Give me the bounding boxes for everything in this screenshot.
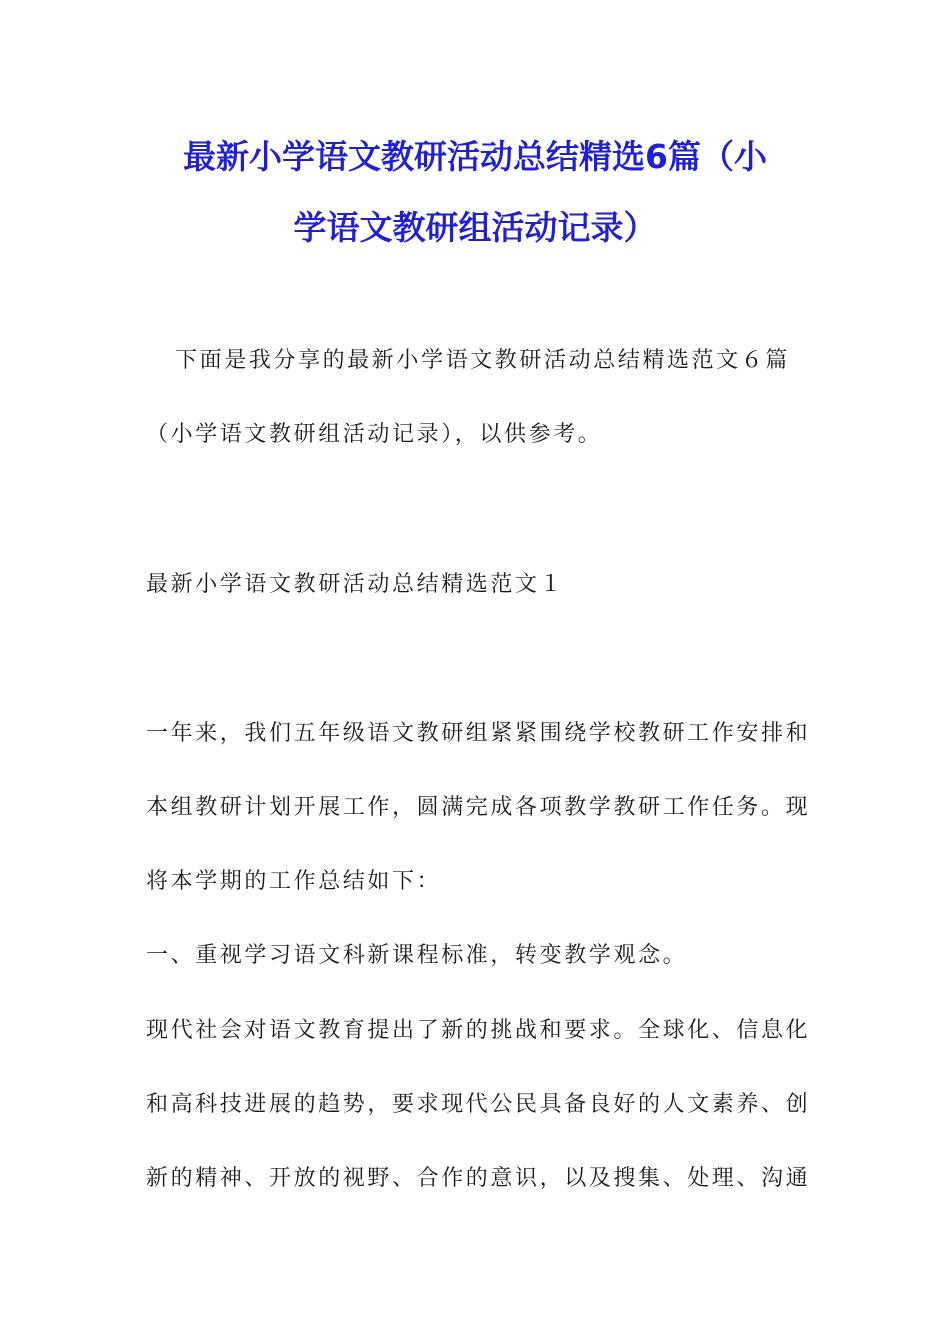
paragraph-2-line-1: 现代社会对语文教育提出了新的挑战和要求。全球化、信息化 [146,1018,811,1043]
paragraph-1-line-1: 一年来，我们五年级语文教研组紧紧围绕学校教研工作安排和 [146,721,811,746]
subheading: 一、重视学习语文科新课程标准，转变教学观念。 [146,943,688,968]
intro-line-2: （小学语文教研组活动记录），以供参考。 [146,422,603,447]
paragraph-2-line-3: 新的精神、开放的视野、合作的意识，以及搜集、处理、沟通 [146,1166,811,1191]
intro-line-1: 下面是我分享的最新小学语文教研活动总结精选范文６篇 [175,348,791,373]
paragraph-1-line-3: 将本学期的工作总结如下： [146,869,442,894]
section-heading: 最新小学语文教研活动总结精选范文１ [146,572,565,597]
paragraph-2-line-2: 和高科技进展的趋势，要求现代公民具备良好的人文素养、创 [146,1092,811,1117]
document-title-line-2: 学语文教研组活动记录） [293,208,657,247]
paragraph-1-line-2: 本组教研计划开展工作，圆满完成各项教学教研工作任务。现 [146,795,811,820]
document-title-line-1: 最新小学语文教研活动总结精选6篇（小 [183,137,767,176]
